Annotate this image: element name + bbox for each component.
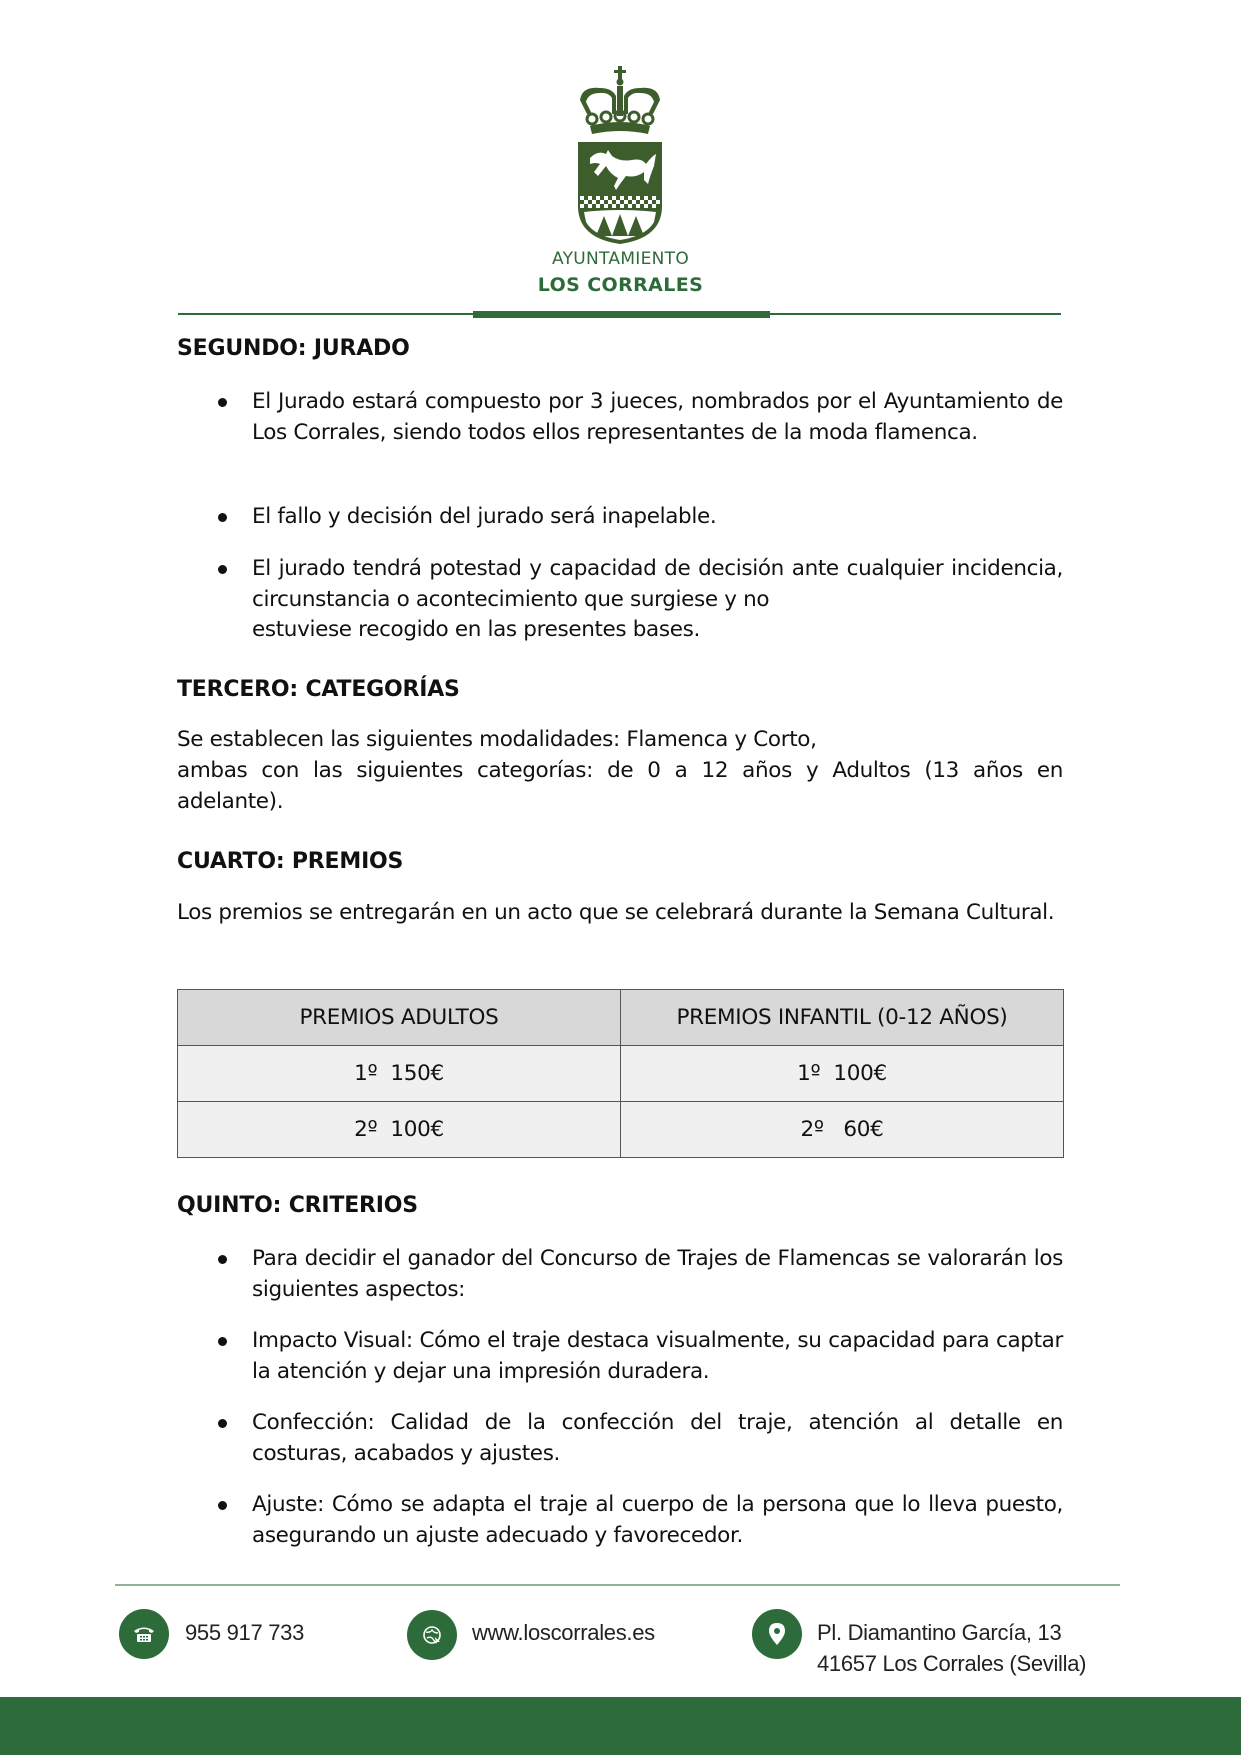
paragraph-premios: Los premios se entregarán en un acto que se celebrará durante la Semana Cultural. (177, 900, 1055, 925)
paragraph-categorias: ambas con las siguientes categorías: de 0 a 12 años y Adultos (13 años en adelante). (177, 758, 1063, 814)
bullet-dot (218, 1501, 227, 1510)
list-item: Confección: Calidad de la confección del traje, atención al detalle en costuras, acabados y ajustes. (252, 1410, 1063, 1466)
phone-icon (119, 1609, 169, 1659)
org-name-line2: LOS CORRALES (537, 274, 704, 296)
table-cell: 1º 150€ (178, 1046, 621, 1102)
section-heading-tercero: TERCERO: CATEGORÍAS (177, 677, 460, 702)
header-divider-accent (473, 311, 770, 318)
table-header-row (178, 990, 1064, 1046)
table-row (178, 1046, 1064, 1102)
list-item: Impacto Visual: Cómo el traje destaca visualmente, su capacidad para captar la atención y dejar una impresión duradera. (252, 1328, 1063, 1384)
org-name-line1: AYUNTAMIENTO (551, 249, 690, 269)
bullet-dot (218, 513, 227, 522)
list-item: Para decidir el ganador del Concurso de Trajes de Flamencas se valorarán los siguientes aspectos: (252, 1246, 1063, 1302)
coat-of-arms-icon (570, 66, 670, 246)
footer-address-line2: 41657 Los Corrales (Sevilla) (817, 1651, 1087, 1676)
footer-phone[interactable]: 955 917 733 (185, 1620, 305, 1645)
table-cell: 2º 60€ (621, 1102, 1064, 1158)
coat-of-arms-logo (570, 66, 670, 246)
section-heading-quinto: QUINTO: CRITERIOS (177, 1193, 418, 1218)
list-item: El jurado tendrá potestad y capacidad de decisión ante cualquier incidencia, circunstancia o acontecimiento que surgiese y no (252, 556, 1063, 612)
bullet-dot (218, 1255, 227, 1264)
paragraph-modalidades: Se establecen las siguientes modalidades: Flamenca y Corto, (177, 727, 817, 752)
table-cell: 2º 100€ (178, 1102, 621, 1158)
bullet-dot (218, 565, 227, 574)
section-heading-segundo: SEGUNDO: JURADO (177, 336, 410, 361)
table-cell: 1º 100€ (621, 1046, 1064, 1102)
section-heading-cuarto: CUARTO: PREMIOS (177, 849, 404, 874)
footer-divider (115, 1584, 1120, 1586)
table-header-adultos: PREMIOS ADULTOS (178, 990, 621, 1046)
footer-website[interactable]: www.loscorrales.es (472, 1620, 655, 1645)
bullet-dot (218, 1337, 227, 1346)
bullet-dot (218, 398, 227, 407)
globe-icon (407, 1610, 457, 1660)
map-pin-icon (752, 1609, 802, 1659)
bullet-dot (218, 1419, 227, 1428)
list-item-continued: estuviese recogido en las presentes bases. (252, 617, 700, 642)
footer-band (0, 1697, 1241, 1755)
table-header-infantil: PREMIOS INFANTIL (0-12 AÑOS) (621, 990, 1064, 1046)
prizes-table (177, 989, 1064, 1158)
list-item: Ajuste: Cómo se adapta el traje al cuerpo de la persona que lo lleva puesto, asegurando un ajuste adecuado y favorecedor. (252, 1492, 1063, 1548)
footer-address-line1: Pl. Diamantino García, 13 (817, 1620, 1062, 1645)
list-item: El Jurado estará compuesto por 3 jueces, nombrados por el Ayuntamiento de Los Corrales, siendo todos ellos representantes de la moda flamenca. (252, 389, 1063, 445)
table-row (178, 1102, 1064, 1158)
list-item: El fallo y decisión del jurado será inapelable. (252, 504, 717, 529)
